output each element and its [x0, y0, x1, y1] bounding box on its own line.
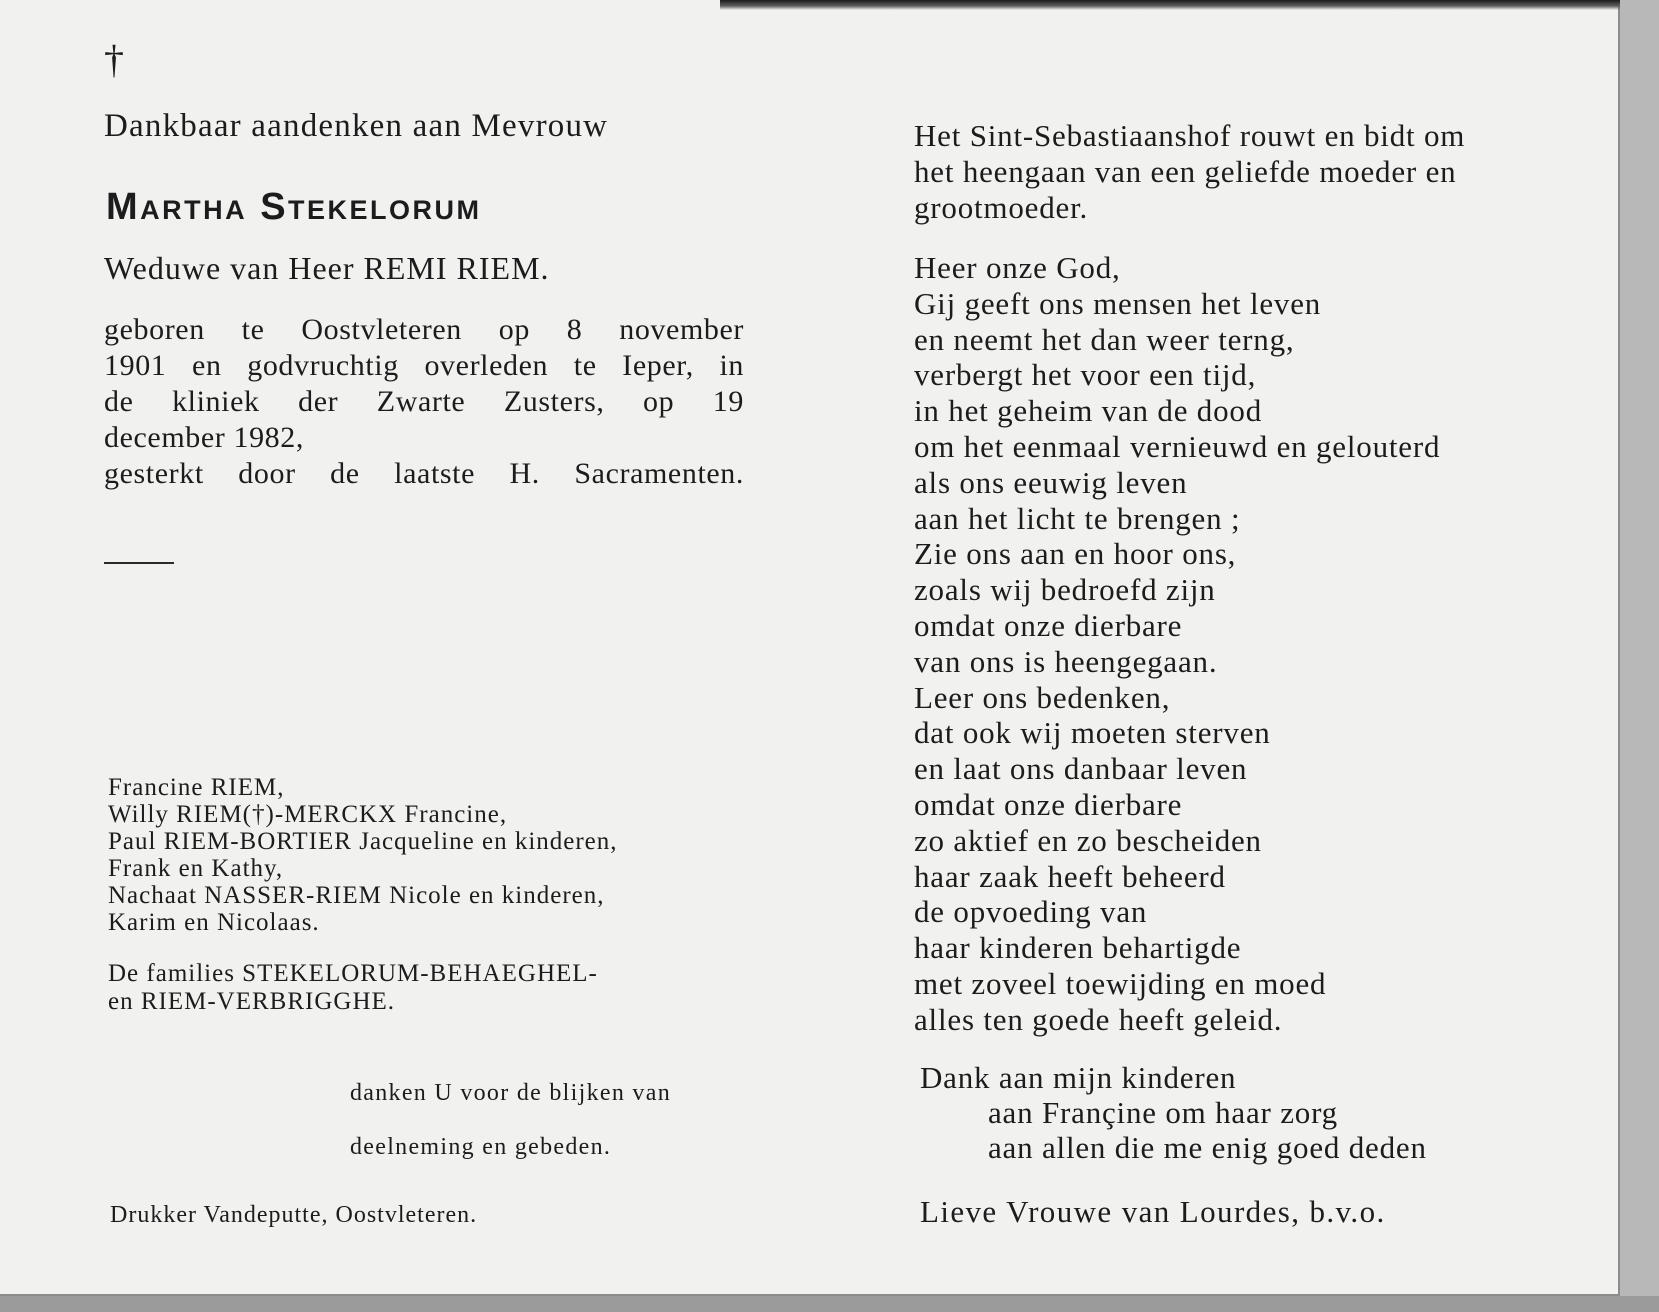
families-line: en RIEM-VERBRIGGHE.: [108, 988, 396, 1015]
gratitude-line: aan Françine om haar zorg: [988, 1095, 1338, 1130]
prayer-line: van ons is heengegaan.: [914, 643, 1218, 679]
prayer-line: om het eenmaal vernieuwd en gelouterd: [914, 428, 1441, 464]
prayer-line: haar zaak heeft beheerd: [914, 858, 1226, 894]
intro-text: [914, 118, 1465, 226]
prayer-line: de opvoeding van: [914, 894, 1148, 930]
prayer-line: Gij geeft ons mensen het leven: [914, 285, 1322, 321]
prayer-line: zo aktief en zo bescheiden: [914, 822, 1262, 858]
widow-of-line: Weduwe van Heer REMI RIEM.: [104, 250, 550, 286]
cross-symbol: †: [104, 37, 124, 82]
separator-dash: [104, 562, 174, 564]
biography-line: december 1982,: [104, 421, 304, 454]
gratitude-line: aan allen die me enig goed deden: [988, 1130, 1427, 1165]
prayer-line: met zoveel toewijding en moed: [914, 965, 1327, 1001]
prayer-line: Leer ons bedenken,: [914, 679, 1171, 715]
biography-line: de kliniek der Zwarte Zusters, op 19: [104, 385, 744, 418]
scan-background-bottom: [0, 1296, 1659, 1312]
family-member: Frank en Kathy,: [108, 855, 284, 882]
family-member: Nachaat NASSER-RIEM Nicole en kinderen,: [108, 882, 605, 909]
intro-line: grootmoeder.: [914, 190, 1089, 225]
printer-credit: Drukker Vandeputte, Oostvleteren.: [110, 1202, 478, 1228]
closing-line: Lieve Vrouwe van Lourdes, b.v.o.: [920, 1194, 1386, 1229]
prayer-line: omdat onze dierbare: [914, 607, 1183, 643]
thanks-line: deelneming en gebeden.: [350, 1134, 612, 1160]
prayer-line: haar kinderen behartigde: [914, 930, 1242, 966]
intro-line: het heengaan van een geliefde moeder en: [914, 154, 1457, 189]
families-line: De families STEKELORUM-BEHAEGHEL-: [108, 960, 598, 987]
family-member: Karim en Nicolaas.: [108, 909, 320, 936]
prayer-text: [914, 250, 1440, 1038]
prayer-line: en neemt het dan weer terng,: [914, 321, 1295, 357]
prayer-line: Zie ons aan en hoor ons,: [914, 536, 1237, 572]
card-fold-shadow: [720, 0, 1659, 10]
memorial-heading: Dankbaar aandenken aan Mevrouw: [104, 108, 609, 144]
intro-line: Het Sint-Sebastiaanshof rouwt en bidt om: [914, 118, 1466, 153]
family-member: Willy RIEM(†)-MERCKX Francine,: [108, 801, 508, 828]
prayer-line: alles ten goede heeft geleid.: [914, 1001, 1283, 1037]
biography-line: gesterkt door de laatste H. Sacramenten.: [104, 457, 744, 490]
families-list: [108, 960, 598, 1016]
gratitude-line: Dank aan mijn kinderen: [920, 1060, 1237, 1095]
gratitude-text: [920, 1060, 1427, 1165]
family-list: [108, 774, 618, 936]
deceased-name: Martha Stekelorum: [106, 186, 482, 228]
scan-background-right: [1620, 0, 1659, 1312]
thanks-line: danken U voor de blijken van: [350, 1080, 671, 1106]
biography-line: geboren te Oostvleteren op 8 november: [104, 313, 744, 346]
biography-line: 1901 en godvruchtig overleden te Ieper, in: [104, 349, 744, 382]
thanks-note: [350, 1066, 671, 1174]
prayer-line: verbergt het voor een tijd,: [914, 357, 1257, 393]
biography: [104, 312, 744, 492]
family-member: Paul RIEM-BORTIER Jacqueline en kinderen,: [108, 828, 618, 855]
family-member: Francine RIEM,: [108, 774, 285, 801]
prayer-line: en laat ons danbaar leven: [914, 751, 1248, 787]
prayer-line: dat ook wij moeten sterven: [914, 715, 1271, 751]
prayer-line: als ons eeuwig leven: [914, 464, 1188, 500]
prayer-line: Heer onze God,: [914, 250, 1121, 285]
prayer-line: zoals wij bedroefd zijn: [914, 572, 1216, 608]
prayer-line: omdat onze dierbare: [914, 786, 1183, 822]
prayer-line: aan het licht te brengen ;: [914, 500, 1241, 536]
prayer-line: in het geheim van de dood: [914, 393, 1262, 429]
